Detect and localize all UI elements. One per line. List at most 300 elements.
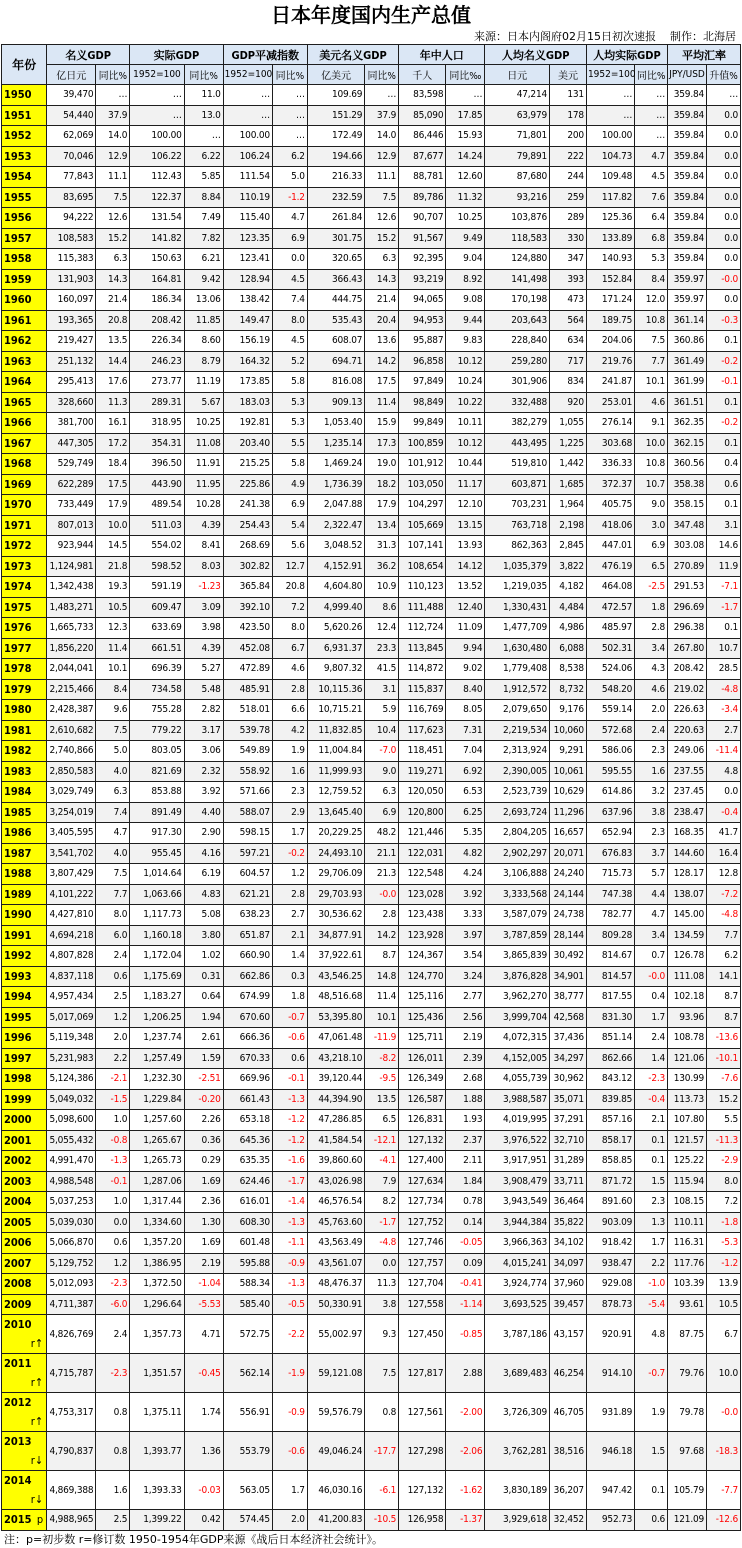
- per-capita-real-yoy-cell: 3.2: [635, 782, 668, 803]
- appreciation-cell: -0.2: [707, 413, 741, 434]
- usd-gdp-yoy-cell: -0.0: [365, 884, 399, 905]
- deflator-cell: 518.01: [223, 700, 272, 721]
- usd-gdp-cell: 59,576.79: [307, 1393, 364, 1432]
- real-gdp-yoy-cell: -1.04: [184, 1274, 223, 1295]
- real-gdp-cell: 1,160.18: [130, 925, 184, 946]
- table-row: [2, 925, 741, 946]
- per-capita-real-yoy-cell: 5.7: [635, 864, 668, 885]
- exchange-rate-cell: 361.51: [668, 392, 707, 413]
- deflator-yoy-cell: 0.0: [272, 249, 307, 270]
- population-yoy-cell: 9.08: [446, 290, 485, 311]
- population-yoy-cell: 2.77: [446, 987, 485, 1008]
- per-capita-jpy-cell: 2,390,005: [485, 761, 550, 782]
- usd-gdp-yoy-cell: 21.1: [365, 843, 399, 864]
- real-gdp-yoy-cell: 5.08: [184, 905, 223, 926]
- year-label: 1979: [4, 682, 32, 696]
- usd-gdp-cell: 151.29: [307, 105, 364, 126]
- per-capita-usd-cell: 11,296: [550, 802, 587, 823]
- per-capita-real-yoy-cell: 2.1: [635, 1110, 668, 1131]
- per-capita-usd-cell: 30,492: [550, 946, 587, 967]
- population-yoy-cell: 0.14: [446, 1212, 485, 1233]
- appreciation-cell: -0.4: [707, 802, 741, 823]
- deflator-cell: 597.21: [223, 843, 272, 864]
- nominal-gdp-yoy-cell: 18.4: [96, 454, 130, 475]
- real-gdp-yoy-cell: 2.61: [184, 1028, 223, 1049]
- per-capita-jpy-cell: 603,871: [485, 474, 550, 495]
- nominal-gdp-cell: 3,541,702: [47, 843, 96, 864]
- year-label: 1973: [4, 559, 32, 573]
- per-capita-usd-cell: 24,144: [550, 884, 587, 905]
- table-row: [2, 679, 741, 700]
- population-yoy-cell: 6.25: [446, 802, 485, 823]
- per-capita-jpy-cell: 170,198: [485, 290, 550, 311]
- year-cell: [2, 126, 47, 147]
- per-capita-real-cell: 464.08: [586, 577, 634, 598]
- real-gdp-yoy-cell: -5.53: [184, 1294, 223, 1315]
- per-capita-jpy-cell: 118,583: [485, 228, 550, 249]
- year-cell: [2, 1315, 47, 1354]
- table-row: [2, 146, 741, 167]
- nominal-gdp-yoy-cell: …: [96, 85, 130, 106]
- deflator-cell: 574.45: [223, 1510, 272, 1531]
- per-capita-jpy-cell: 3,917,951: [485, 1151, 550, 1172]
- real-gdp-yoy-cell: 13.0: [184, 105, 223, 126]
- unit-header: 1952=100: [130, 65, 184, 85]
- usd-gdp-yoy-cell: -7.0: [365, 741, 399, 762]
- real-gdp-yoy-cell: 1.69: [184, 1233, 223, 1254]
- table-row: [2, 618, 741, 639]
- per-capita-jpy-cell: 2,804,205: [485, 823, 550, 844]
- year-cell: [2, 905, 47, 926]
- real-gdp-cell: 633.69: [130, 618, 184, 639]
- per-capita-usd-cell: 244: [550, 167, 587, 188]
- nominal-gdp-cell: 5,055,432: [47, 1130, 96, 1151]
- table-row: [2, 392, 741, 413]
- exchange-rate-cell: 121.09: [668, 1510, 707, 1531]
- exchange-rate-cell: 108.78: [668, 1028, 707, 1049]
- nominal-gdp-yoy-cell: 14.0: [96, 126, 130, 147]
- population-yoy-cell: 10.25: [446, 208, 485, 229]
- per-capita-real-yoy-cell: 9.1: [635, 413, 668, 434]
- table-row: [2, 1089, 741, 1110]
- year-cell: [2, 720, 47, 741]
- real-gdp-cell: 1,357.73: [130, 1315, 184, 1354]
- unit-header: 同比%: [635, 65, 668, 85]
- deflator-yoy-cell: 5.8: [272, 372, 307, 393]
- header-gdp-deflator: GDP平减指数: [223, 45, 307, 65]
- deflator-cell: 485.91: [223, 679, 272, 700]
- usd-gdp-cell: 49,046.24: [307, 1432, 364, 1471]
- population-cell: 99,849: [399, 413, 446, 434]
- year-label: 2009: [4, 1297, 32, 1311]
- appreciation-cell: 0.1: [707, 392, 741, 413]
- usd-gdp-cell: 43,563.49: [307, 1233, 364, 1254]
- appreciation-cell: 0.4: [707, 454, 741, 475]
- deflator-cell: 588.34: [223, 1274, 272, 1295]
- usd-gdp-cell: 5,620.26: [307, 618, 364, 639]
- nominal-gdp-yoy-cell: 13.5: [96, 331, 130, 352]
- per-capita-real-yoy-cell: 1.9: [635, 1393, 668, 1432]
- nominal-gdp-yoy-cell: 20.8: [96, 310, 130, 331]
- real-gdp-cell: 112.43: [130, 167, 184, 188]
- real-gdp-yoy-cell: 2.19: [184, 1253, 223, 1274]
- population-cell: 115,837: [399, 679, 446, 700]
- appreciation-cell: -3.4: [707, 700, 741, 721]
- real-gdp-yoy-cell: 3.09: [184, 597, 223, 618]
- nominal-gdp-cell: 5,039,030: [47, 1212, 96, 1233]
- per-capita-jpy-cell: 71,801: [485, 126, 550, 147]
- table-row: [2, 208, 741, 229]
- nominal-gdp-yoy-cell: 0.8: [96, 1393, 130, 1432]
- table-row: [2, 864, 741, 885]
- deflator-yoy-cell: 0.3: [272, 966, 307, 987]
- real-gdp-cell: 1,175.69: [130, 966, 184, 987]
- table-row: [2, 1432, 741, 1471]
- nominal-gdp-yoy-cell: -6.0: [96, 1294, 130, 1315]
- year-label: 1985: [4, 805, 32, 819]
- appreciation-cell: 28.5: [707, 659, 741, 680]
- per-capita-real-yoy-cell: 0.6: [635, 1510, 668, 1531]
- year-label: 1956: [4, 211, 32, 225]
- deflator-cell: 572.75: [223, 1315, 272, 1354]
- deflator-yoy-cell: -1.3: [272, 1274, 307, 1295]
- year-label: 1989: [4, 887, 32, 901]
- table-row: [2, 1048, 741, 1069]
- usd-gdp-yoy-cell: 8.6: [365, 597, 399, 618]
- population-yoy-cell: 2.37: [446, 1130, 485, 1151]
- real-gdp-cell: 186.34: [130, 290, 184, 311]
- per-capita-usd-cell: 3,822: [550, 556, 587, 577]
- year-cell: [2, 413, 47, 434]
- real-gdp-yoy-cell: 1.94: [184, 1007, 223, 1028]
- population-yoy-cell: 1.88: [446, 1089, 485, 1110]
- population-yoy-cell: 3.92: [446, 884, 485, 905]
- per-capita-real-yoy-cell: 1.5: [635, 1171, 668, 1192]
- nominal-gdp-cell: 3,029,749: [47, 782, 96, 803]
- usd-gdp-cell: 109.69: [307, 85, 364, 106]
- real-gdp-cell: 131.54: [130, 208, 184, 229]
- population-cell: 125,436: [399, 1007, 446, 1028]
- usd-gdp-yoy-cell: 11.4: [365, 392, 399, 413]
- unit-header: 亿美元: [307, 65, 364, 85]
- deflator-yoy-cell: 8.0: [272, 618, 307, 639]
- usd-gdp-cell: 4,999.40: [307, 597, 364, 618]
- usd-gdp-cell: 46,576.54: [307, 1192, 364, 1213]
- per-capita-real-yoy-cell: 0.1: [635, 1130, 668, 1151]
- population-cell: 107,141: [399, 536, 446, 557]
- table-row: [2, 1294, 741, 1315]
- appreciation-cell: 12.8: [707, 864, 741, 885]
- real-gdp-yoy-cell: 7.49: [184, 208, 223, 229]
- deflator-cell: 106.24: [223, 146, 272, 167]
- exchange-rate-cell: 93.96: [668, 1007, 707, 1028]
- deflator-yoy-cell: …: [272, 85, 307, 106]
- nominal-gdp-cell: 83,695: [47, 187, 96, 208]
- usd-gdp-yoy-cell: 15.9: [365, 413, 399, 434]
- real-gdp-cell: 1,351.57: [130, 1354, 184, 1393]
- nominal-gdp-cell: 5,231,983: [47, 1048, 96, 1069]
- real-gdp-cell: 273.77: [130, 372, 184, 393]
- population-yoy-cell: 10.22: [446, 392, 485, 413]
- nominal-gdp-yoy-cell: 4.0: [96, 761, 130, 782]
- real-gdp-yoy-cell: 8.79: [184, 351, 223, 372]
- per-capita-real-yoy-cell: 10.0: [635, 433, 668, 454]
- nominal-gdp-cell: 5,049,032: [47, 1089, 96, 1110]
- population-yoy-cell: 6.92: [446, 761, 485, 782]
- population-yoy-cell: -1.14: [446, 1294, 485, 1315]
- appreciation-cell: 14.6: [707, 536, 741, 557]
- per-capita-jpy-cell: 1,630,480: [485, 638, 550, 659]
- year-label: 1998: [4, 1072, 32, 1086]
- exchange-rate-cell: 144.60: [668, 843, 707, 864]
- usd-gdp-yoy-cell: 14.3: [365, 269, 399, 290]
- nominal-gdp-cell: 5,124,386: [47, 1069, 96, 1090]
- per-capita-jpy-cell: 3,106,888: [485, 864, 550, 885]
- unit-header: 同比%: [184, 65, 223, 85]
- per-capita-jpy-cell: 259,280: [485, 351, 550, 372]
- per-capita-usd-cell: 32,452: [550, 1510, 587, 1531]
- appreciation-cell: -5.3: [707, 1233, 741, 1254]
- per-capita-jpy-cell: 4,152,005: [485, 1048, 550, 1069]
- real-gdp-yoy-cell: 5.48: [184, 679, 223, 700]
- table-row: [2, 187, 741, 208]
- nominal-gdp-yoy-cell: 14.3: [96, 269, 130, 290]
- usd-gdp-cell: 41,200.83: [307, 1510, 364, 1531]
- nominal-gdp-cell: 2,610,682: [47, 720, 96, 741]
- per-capita-real-yoy-cell: 6.9: [635, 536, 668, 557]
- nominal-gdp-yoy-cell: 37.9: [96, 105, 130, 126]
- real-gdp-yoy-cell: 0.64: [184, 987, 223, 1008]
- year-cell: [2, 618, 47, 639]
- appreciation-cell: 8.7: [707, 987, 741, 1008]
- population-cell: 127,400: [399, 1151, 446, 1172]
- year-cell: [2, 474, 47, 495]
- per-capita-real-yoy-cell: 2.8: [635, 618, 668, 639]
- table-row: [2, 782, 741, 803]
- year-label: 1983: [4, 764, 32, 778]
- usd-gdp-yoy-cell: 11.3: [365, 1274, 399, 1295]
- exchange-rate-cell: 111.08: [668, 966, 707, 987]
- table-row: [2, 515, 741, 536]
- per-capita-usd-cell: 43,157: [550, 1315, 587, 1354]
- deflator-yoy-cell: 2.9: [272, 802, 307, 823]
- deflator-yoy-cell: 0.6: [272, 1048, 307, 1069]
- per-capita-usd-cell: 30,962: [550, 1069, 587, 1090]
- nominal-gdp-yoy-cell: 11.3: [96, 392, 130, 413]
- usd-gdp-cell: 44,394.90: [307, 1089, 364, 1110]
- nominal-gdp-cell: 2,044,041: [47, 659, 96, 680]
- real-gdp-cell: 1,399.22: [130, 1510, 184, 1531]
- per-capita-real-cell: 548.20: [586, 679, 634, 700]
- deflator-cell: 365.84: [223, 577, 272, 598]
- deflator-yoy-cell: 6.7: [272, 638, 307, 659]
- table-row: [2, 1212, 741, 1233]
- population-yoy-cell: 4.82: [446, 843, 485, 864]
- appreciation-cell: -11.4: [707, 741, 741, 762]
- exchange-rate-cell: 121.57: [668, 1130, 707, 1151]
- table-row: [2, 413, 741, 434]
- per-capita-real-yoy-cell: 2.3: [635, 741, 668, 762]
- nominal-gdp-cell: 295,413: [47, 372, 96, 393]
- unit-header: 升值%: [707, 65, 741, 85]
- per-capita-usd-cell: 32,710: [550, 1130, 587, 1151]
- exchange-rate-cell: 110.11: [668, 1212, 707, 1233]
- real-gdp-yoy-cell: 8.84: [184, 187, 223, 208]
- per-capita-usd-cell: 1,964: [550, 495, 587, 516]
- population-yoy-cell: 6.53: [446, 782, 485, 803]
- deflator-cell: 164.32: [223, 351, 272, 372]
- unit-header: 亿日元: [47, 65, 96, 85]
- per-capita-real-cell: …: [586, 105, 634, 126]
- year-cell: [2, 208, 47, 229]
- population-yoy-cell: 9.49: [446, 228, 485, 249]
- table-row: [2, 597, 741, 618]
- real-gdp-yoy-cell: 11.0: [184, 85, 223, 106]
- deflator-yoy-cell: 4.9: [272, 474, 307, 495]
- per-capita-real-cell: 447.01: [586, 536, 634, 557]
- year-cell: [2, 556, 47, 577]
- exchange-rate-cell: 303.08: [668, 536, 707, 557]
- exchange-rate-cell: 125.22: [668, 1151, 707, 1172]
- population-cell: 127,450: [399, 1315, 446, 1354]
- population-yoy-cell: -1.62: [446, 1471, 485, 1510]
- nominal-gdp-cell: 4,427,810: [47, 905, 96, 926]
- per-capita-usd-cell: 37,436: [550, 1028, 587, 1049]
- per-capita-usd-cell: 34,901: [550, 966, 587, 987]
- per-capita-real-cell: 715.73: [586, 864, 634, 885]
- per-capita-real-cell: 857.16: [586, 1110, 634, 1131]
- per-capita-real-yoy-cell: 3.7: [635, 843, 668, 864]
- per-capita-real-yoy-cell: 6.4: [635, 208, 668, 229]
- usd-gdp-cell: 11,832.85: [307, 720, 364, 741]
- deflator-yoy-cell: -1.2: [272, 187, 307, 208]
- per-capita-real-yoy-cell: 1.6: [635, 761, 668, 782]
- usd-gdp-yoy-cell: -9.5: [365, 1069, 399, 1090]
- nominal-gdp-yoy-cell: 2.5: [96, 1510, 130, 1531]
- usd-gdp-yoy-cell: 11.1: [365, 167, 399, 188]
- population-cell: 124,770: [399, 966, 446, 987]
- real-gdp-cell: 696.39: [130, 659, 184, 680]
- year-label: 2015: [4, 1513, 32, 1527]
- nominal-gdp-cell: 94,222: [47, 208, 96, 229]
- nominal-gdp-cell: 923,944: [47, 536, 96, 557]
- usd-gdp-yoy-cell: 14.8: [365, 966, 399, 987]
- per-capita-real-cell: 676.83: [586, 843, 634, 864]
- nominal-gdp-cell: 3,405,595: [47, 823, 96, 844]
- per-capita-real-yoy-cell: 1.7: [635, 1233, 668, 1254]
- table-row: [2, 905, 741, 926]
- exchange-rate-cell: 102.18: [668, 987, 707, 1008]
- appreciation-cell: -10.1: [707, 1048, 741, 1069]
- nominal-gdp-cell: 4,869,388: [47, 1471, 96, 1510]
- real-gdp-cell: 1,372.50: [130, 1274, 184, 1295]
- nominal-gdp-cell: 447,305: [47, 433, 96, 454]
- deflator-yoy-cell: 5.2: [272, 351, 307, 372]
- usd-gdp-cell: 535.43: [307, 310, 364, 331]
- per-capita-usd-cell: 131: [550, 85, 587, 106]
- appreciation-cell: 0.0: [707, 167, 741, 188]
- per-capita-usd-cell: 1,685: [550, 474, 587, 495]
- nominal-gdp-cell: 4,101,222: [47, 884, 96, 905]
- usd-gdp-yoy-cell: 6.3: [365, 249, 399, 270]
- real-gdp-yoy-cell: 3.80: [184, 925, 223, 946]
- population-yoy-cell: 7.04: [446, 741, 485, 762]
- exchange-rate-cell: 359.84: [668, 228, 707, 249]
- real-gdp-cell: 803.05: [130, 741, 184, 762]
- real-gdp-cell: 1,265.67: [130, 1130, 184, 1151]
- real-gdp-cell: 1,386.95: [130, 1253, 184, 1274]
- real-gdp-cell: 1,287.06: [130, 1171, 184, 1192]
- nominal-gdp-yoy-cell: 8.4: [96, 679, 130, 700]
- real-gdp-cell: 246.23: [130, 351, 184, 372]
- year-label: 1981: [4, 723, 32, 737]
- per-capita-real-yoy-cell: 3.4: [635, 638, 668, 659]
- population-cell: 119,271: [399, 761, 446, 782]
- appreciation-cell: -7.2: [707, 884, 741, 905]
- per-capita-jpy-cell: 3,693,525: [485, 1294, 550, 1315]
- author-text: 制作：北海居: [670, 30, 736, 43]
- per-capita-real-yoy-cell: 2.4: [635, 720, 668, 741]
- year-cell: [2, 1192, 47, 1213]
- year-label: 1964: [4, 375, 32, 389]
- per-capita-jpy-cell: 2,693,724: [485, 802, 550, 823]
- usd-gdp-yoy-cell: 21.3: [365, 864, 399, 885]
- nominal-gdp-cell: 62,069: [47, 126, 96, 147]
- per-capita-jpy-cell: 4,019,995: [485, 1110, 550, 1131]
- per-capita-usd-cell: 2,198: [550, 515, 587, 536]
- population-cell: 118,451: [399, 741, 446, 762]
- per-capita-real-yoy-cell: -5.4: [635, 1294, 668, 1315]
- real-gdp-cell: 554.02: [130, 536, 184, 557]
- deflator-yoy-cell: -1.4: [272, 1192, 307, 1213]
- per-capita-jpy-cell: 3,929,618: [485, 1510, 550, 1531]
- usd-gdp-cell: 3,048.52: [307, 536, 364, 557]
- table-row: [2, 126, 741, 147]
- per-capita-jpy-cell: 1,912,572: [485, 679, 550, 700]
- nominal-gdp-yoy-cell: 11.1: [96, 167, 130, 188]
- deflator-yoy-cell: 5.3: [272, 413, 307, 434]
- table-row: [2, 269, 741, 290]
- real-gdp-cell: 1,375.11: [130, 1393, 184, 1432]
- usd-gdp-cell: 6,931.37: [307, 638, 364, 659]
- nominal-gdp-yoy-cell: 2.2: [96, 1048, 130, 1069]
- real-gdp-cell: 122.37: [130, 187, 184, 208]
- population-yoy-cell: 10.11: [446, 413, 485, 434]
- footnote: 注：p=初步数 r=修订数 1950-1954年GDP来源《战后日本经济社会统计》。: [4, 1532, 384, 1546]
- year-cell: [2, 741, 47, 762]
- appreciation-cell: -18.3: [707, 1432, 741, 1471]
- deflator-yoy-cell: 2.3: [272, 782, 307, 803]
- per-capita-usd-cell: 34,097: [550, 1253, 587, 1274]
- per-capita-jpy-cell: 4,055,739: [485, 1069, 550, 1090]
- per-capita-jpy-cell: 2,523,739: [485, 782, 550, 803]
- deflator-cell: 635.35: [223, 1151, 272, 1172]
- nominal-gdp-yoy-cell: -2.3: [96, 1274, 130, 1295]
- year-cell: [2, 843, 47, 864]
- unit-header: 同比‰: [446, 65, 485, 85]
- year-cell: [2, 864, 47, 885]
- population-cell: 103,050: [399, 474, 446, 495]
- real-gdp-cell: 141.82: [130, 228, 184, 249]
- per-capita-real-cell: 614.86: [586, 782, 634, 803]
- revision-flag: r↓: [30, 1454, 44, 1467]
- per-capita-usd-cell: 31,289: [550, 1151, 587, 1172]
- real-gdp-cell: 150.63: [130, 249, 184, 270]
- nominal-gdp-yoy-cell: 7.4: [96, 802, 130, 823]
- per-capita-usd-cell: 39,457: [550, 1294, 587, 1315]
- nominal-gdp-yoy-cell: 16.1: [96, 413, 130, 434]
- per-capita-real-yoy-cell: …: [635, 105, 668, 126]
